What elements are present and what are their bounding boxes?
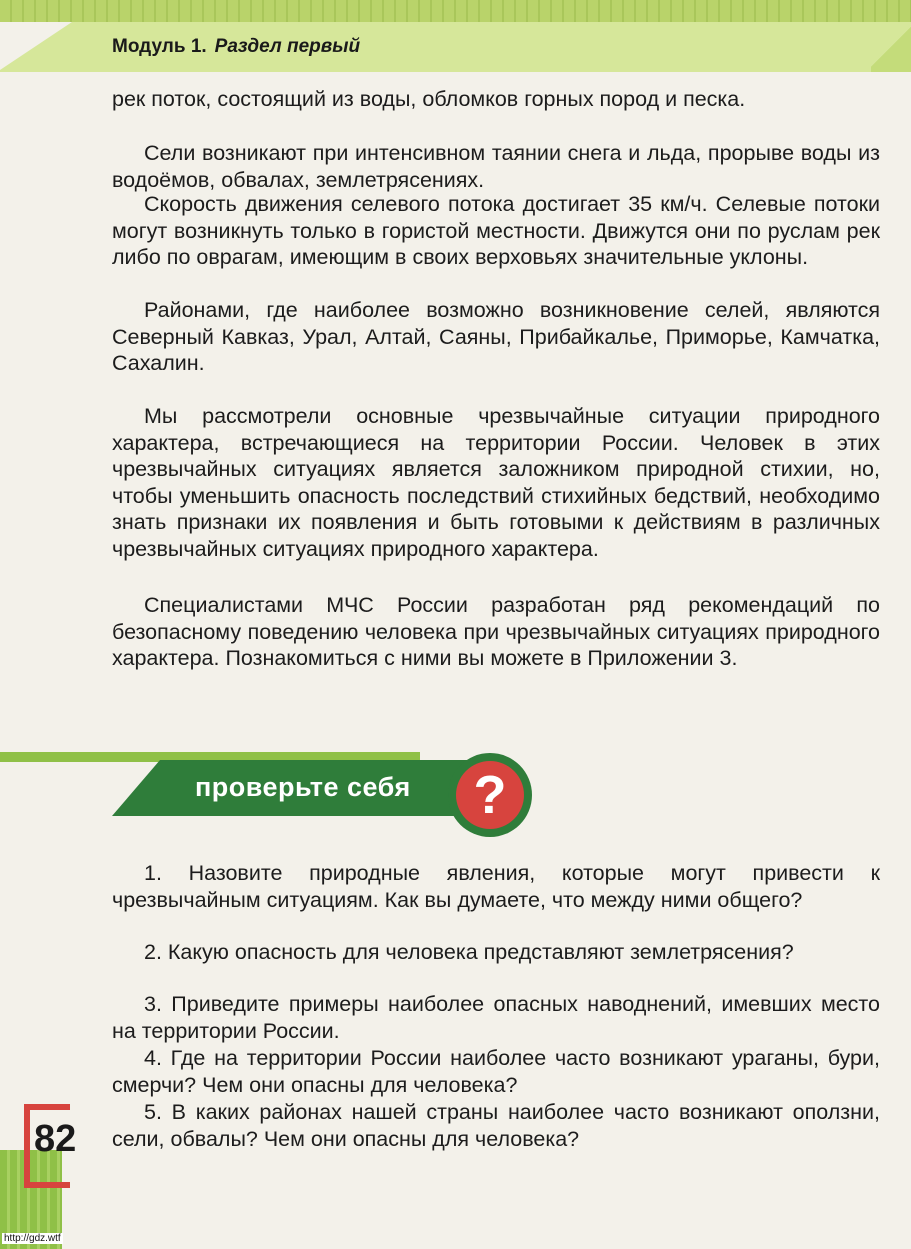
page-number: 82 [34,1118,77,1160]
watermark: http://gdz.wtf [4,1233,61,1244]
question-mark-icon: ? [456,761,524,829]
paragraph-4: Районами, где наиболее возможно возникновение селей, являются Северный Кавказ, Урал, Алтай, Саяны, Прибайкалье, Приморье, Камчатка, Сахалин. [112,298,880,375]
paragraph-2: Сели возникают при интенсивном таянии снега и льда, прорыве воды из водоёмов, обвалах, землетрясениях. [112,141,880,192]
header-corner-fold [871,22,911,72]
header-corner-cut [0,22,72,70]
check-yourself-title: проверьте себя [195,772,411,802]
header-stripe [0,0,911,22]
running-header [112,36,360,58]
paragraph-6: Специалистами МЧС России разработан ряд рекомендаций по безопасному поведению человека при чрезвычайных ситуациях природного характера. Познакомиться с ними вы можете в Приложении 3. [112,593,880,670]
paragraph-1: рек поток, состоящий из воды, обломков горных пород и песка. [112,87,746,111]
paragraph-5: Мы рассмотрели основные чрезвычайные ситуации природного характера, встречающиеся на территории России. Человек в этих чрезвычайных ситуациях является заложником природной стихии, но, чтобы уменьшить опасность последствий стихийных бедствий, необходимо знать признаки их появления и быть готовыми к действиям в различных чрезвычайных ситуациях природного характера. [112,404,880,561]
paragraph-3: Скорость движения селевого потока достигает 35 км/ч. Селевые потоки могут возникнуть только в гористой местности. Движутся они по руслам рек либо по оврагам, имеющим в своих верховьях значительные уклоны. [112,192,880,269]
section-label: Раздел первый [214,36,361,57]
question-5: 5. В каких районах нашей страны наиболее часто возникают оползни, сели, обвалы? Чем они опасны для человека? [112,1100,880,1151]
question-2: 2. Какую опасность для человека представляют землетрясения? [144,940,794,964]
module-label: Модуль 1. [112,36,207,57]
question-4: 4. Где на территории России наиболее часто возникают ураганы, бури, смерчи? Чем они опасны для человека? [112,1046,880,1097]
question-1: 1. Назовите природные явления, которые могут привести к чрезвычайным ситуациям. Как вы думаете, что между ними общего? [112,861,880,912]
question-3: 3. Приведите примеры наиболее опасных наводнений, имевших место на территории России. [112,992,880,1043]
